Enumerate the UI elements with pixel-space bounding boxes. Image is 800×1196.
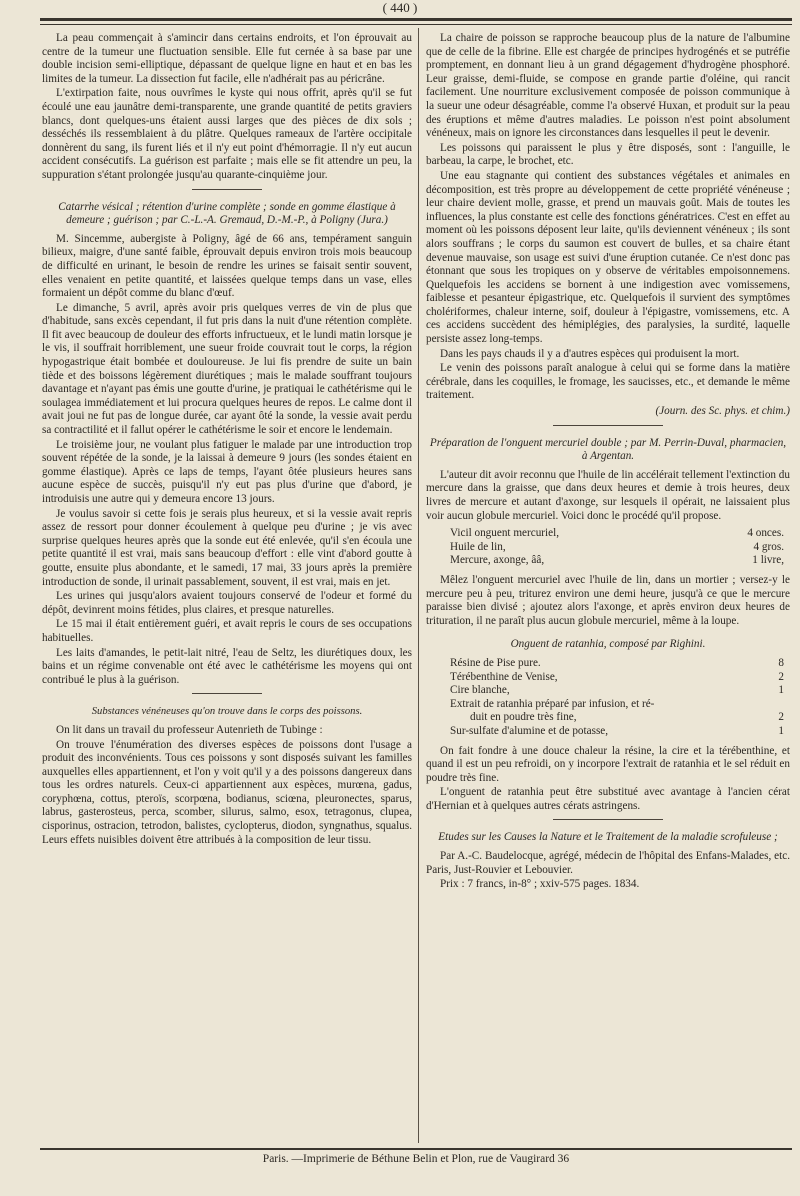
recipe-row (426, 725, 790, 739)
ingredient: Extrait de ratanhia préparé par infusion, et ré- (450, 697, 655, 710)
quantity: 1 (778, 724, 784, 737)
paragraph: Les laits d'amandes, le petit-lait nitré, l'eau de Seltz, les diurétiques doux, les bains et un régime convenable ont été avec le cathétérisme les moyens qui ont contribué le plus à la guérison. (42, 646, 412, 686)
ingredient: Cire blanche, (450, 684, 510, 697)
paragraph: Je voulus savoir si cette fois je serais plus heureux, et si la vessie avait repris assez de ressort pour donner écoulement à quelque peu d'urine ; je vis avec surprise quelques heures après que la sonde eut été enlevée, qu'il s'en écoula une petite quantité il est vrai, mais sans beaucoup d'effort : elle vint d'abord goutte à goutte, ensuite plus abondante, et le samedi, 17 mai, 33 jours après la première introduction de sonde, il urinait passablement, souvent, il est vrai, mais en jet. (42, 507, 412, 588)
ingredient: duit en poudre très fine, (470, 711, 577, 724)
paragraph: Le dimanche, 5 avril, après avoir pris quelques verres de vin de plus que d'habitude, sans excès cependant, il fut pris dans la nuit d'une rétention complète. Il fit avec beaucoup de douleur des efforts infructueux, et le lundi matin lorsque je le vis, il souffrait horriblement, une sueur froide couvrait tout le corps, la région hypogastrique était bombée et douloureuse. Je lui fis prendre de suite un bain tiède et des boissons légèrement diurétiques ; mais le malade souffrant toujours davantage et n'ayant pas émis une goutte d'urine, je pratiquai le cathétérisme qui le soulagea immédiatement et lui procura quelques heures de repos. Le calme dont il avait joui ne fut pas de longue durée, car ayant ôté la sonde, la vessie avait perdu sa contractilité et il fallut opérer le cathétérisme le soir et encore le lendemain. (42, 301, 412, 437)
article-title: Substances vénéneuses qu'on trouve dans le corps des poissons. (91, 706, 363, 718)
separator (192, 189, 262, 191)
paragraph: Le venin des poissons paraît analogue à celui qui se forme dans la matière cérébrale, dans les coquilles, le fromage, les saucisses, etc., et demande le même traitement. (426, 362, 790, 402)
recipe-row (426, 698, 790, 712)
paragraph: Mêlez l'onguent mercuriel avec l'huile de lin, dans un mortier ; versez-y le mercure peu à peu, triturez environ une demi heure, jusqu'à ce que le mercure paraisse bien divisé ; ajoutez alors l'axonge, et après environ deux heures de trituration, il ne paraît plus aucun globule mercuriel, même à la loupe. (426, 573, 790, 627)
paragraph: L'auteur dit avoir reconnu que l'huile de lin accélérait tellement l'extinction du mercure dans la graisse, que dans deux heures et demie à trois heures, deux livres de mercure et autant d'axonge, sur lesquels il opérait, ne laissaient plus voir aucun globule mercuriel. Voici donc le procédé qu'il propose. (426, 468, 790, 522)
page-number: ( 440 ) (382, 0, 418, 15)
quantity: 2 (778, 670, 784, 683)
header-rule (40, 18, 792, 25)
left-column (42, 32, 412, 1142)
paragraph: Prix : 7 francs, in-8° ; xxiv-575 pages. 1834. (440, 878, 640, 891)
quantity: 1 (778, 684, 784, 697)
paragraph: L'extirpation faite, nous ouvrîmes le kyste qui nous offrit, après qu'il se fut écoulé une eau jaunâtre demi-transparente, une grande quantité de petits graviers blancs, dont quelques-uns étaient aussi larges que des pièces de dix sols ; desséchés ils ressemblaient à du plâtre. Quelques rameaux de l'artère occipitale donnèrent du sang, ils furent liés et il n'y eut point d'hémorragie. Il n'y eut aucun accident consécutifs. La guérison est parfaite ; mais elle se fit attendre un peu, la suppuration s'étant prolongée jusqu'au quarante-cinquième jour. (42, 87, 412, 181)
article-title: Catarrhe vésical ; rétention d'urine complète ; sonde en gomme élastique à demeure ; guérison ; par C.-L.-A. Gremaud, D.-M.-P., à Poligny (Jura.) (58, 200, 396, 227)
recipe-row (426, 554, 790, 568)
paragraph: La chaire de poisson se rapproche beaucoup plus de la nature de l'albumine que de celle de la fibrine. Elle est chargée de principes hydrogénés et se putréfie promptement, en donnant lieu à un grand dégagement d'hydrogène phosphoré. Leur graisse, demi-fluide, se compose en grande partie d'oléine, qui rancit facilement. Une nourriture exclusivement composée de poisson communique à la sueur une odeur désagréable, comme l'a observé Huxan, et produit sur la peau des éruptions et même d'autres maladies. Le poisson n'est point absolument vénéneux, mais on ignore les circonstances dans lesquelles il peut le devenir. (426, 32, 790, 140)
separator (553, 425, 663, 427)
recipe-row (426, 711, 790, 725)
separator (553, 819, 663, 821)
paragraph: Le troisième jour, ne voulant plus fatiguer le malade par une introduction trop souvent répétée de la sonde, je la laissai à demeure 9 jours (les sondes étaient en gomme élastique). Après ce laps de temps, l'ayant ôtée plusieurs heures sans aucune espèce de succès, puisqu'il n'y eut pas plus d'urine que d'abord, je introduisis une autre qui y demeura encore 13 jours. (42, 438, 412, 505)
recipe-row (426, 684, 790, 698)
recipe-ratanhia (426, 657, 790, 739)
ingredient: Sur-sulfate d'alumine et de potasse, (450, 724, 609, 737)
paragraph: On fait fondre à une douce chaleur la résine, la cire et la térébenthine, et quand il est un peu refroidi, on y incorpore l'extrait de ratanhia et le sel réduit en poudre très fine. (426, 744, 790, 784)
quantity: 1 livre, (752, 554, 784, 567)
quantity: 4 gros. (753, 540, 784, 553)
paragraph: La peau commençait à s'amincir dans certains endroits, et l'on éprouvait au centre de la tumeur une fluctuation sensible. Elle fut cernée à sa base par une double incision semi-elliptique, dépassant de quelque ligne en haut et en bas les limites de la tumeur. La dissection fut facile, elle n'adhérait pas au péricrâne. (42, 32, 412, 85)
book-title: Etudes sur les Causes la Nature et le Traitement de la maladie scrofuleuse ; (438, 831, 778, 844)
quantity: 4 onces. (747, 527, 784, 540)
paragraph: Dans les pays chauds il y a d'autres espèces qui produisent la mort. (440, 347, 740, 360)
recipe-row (426, 527, 790, 541)
paragraph: On lit dans un travail du professeur Autenrieth de Tubinge : (56, 723, 323, 736)
recipe-mercuriel (426, 527, 790, 568)
paragraph: L'onguent de ratanhia peut être substitué avec avantage à l'ancien cérat d'Hernian et à quelques autres cérats astringens. (426, 786, 790, 812)
ingredient: Mercure, axonge, ââ, (450, 554, 545, 567)
paragraph: Par A.-C. Baudelocque, agrégé, médecin de l'hôpital des Enfans-Malades, etc. Paris, Just-Rouvier et Lebouvier. (426, 850, 790, 876)
recipe-row (426, 657, 790, 671)
separator (192, 693, 262, 695)
ingredient: Huile de lin, (450, 540, 506, 553)
paragraph: Les poissons qui paraissent le plus y être disposés, sont : l'anguille, le barbeau, la carpe, le brochet, etc. (426, 141, 790, 168)
paragraph: Les urines qui jusqu'alors avaient toujours conservé de l'odeur et formé du dépôt, devinrent moins fétides, plus claires, et presque naturelles. (42, 590, 412, 616)
recipe-row (426, 541, 790, 555)
ingredient: Vicil onguent mercuriel, (450, 527, 559, 540)
ingredient: Térébenthine de Venise, (450, 670, 558, 683)
recipe-row (426, 671, 790, 685)
quantity: 2 (778, 711, 784, 724)
quantity: 8 (778, 656, 784, 669)
recipe-title: Onguent de ratanhia, composé par Righini. (510, 638, 706, 651)
source-citation: (Journ. des Sc. phys. et chim.) (655, 405, 790, 418)
article-title: Préparation de l'onguent mercuriel double ; par M. Perrin-Duval, pharmacien, à Argentan. (429, 436, 787, 463)
printer-imprint: Paris. —Imprimerie de Béthune Belin et Plon, rue de Vaugirard 36 (40, 1148, 792, 1166)
paragraph: On trouve l'énumération des diverses espèces de poissons dont l'usage a produit des inconvénients. Tous ces poissons y sont disposés suivant les familles auxquelles elles appartiennent, et l'on y voit qu'il y a des poissons dangereux dans tous les ordres naturels. Ceux-ci appartiennent aux espèces, murœna, gadus, coryphœna, cottus, pteroïs, scorpœna, bodianus, sciœna, pleuronectes, sparus, labrus, gasterosteus, perca, scomber, silurus, salmo, esox, tetragonus, clupea, cisporinus, ostracion, tetrodon, balistes, cyclopterus, diodon, syngnathus, squalus. Leurs effets nuisibles doivent être attribués à la composition de leur tissu. (42, 738, 412, 846)
right-column (426, 32, 790, 1142)
paragraph: Le 15 mai il était entièrement guéri, et avait repris le cours de ses occupations habituelles. (42, 618, 412, 644)
ingredient: Résine de Pise pure. (450, 656, 541, 669)
column-divider (418, 28, 419, 1143)
paragraph: M. Sincemme, aubergiste à Poligny, âgé de 66 ans, tempérament sanguin bilieux, maigre, d'une santé faible, éprouvait depuis environ trois mois beaucoup de difficulté en urinant, le besoin de rendre les urines se faisait sentir souvent, elles venaient en petite quantité, et laissées quelque temps dans un vase, elles formaient un dépôt comme du blanc d'œuf. (42, 232, 412, 300)
paragraph: Une eau stagnante qui contient des substances végétales et animales en décomposition, est très propre au développement de cette propriété vénéneuse ; leur chaire devient molle, grasse, et prend un mauvais goût. Mais de toutes les influences, la plus constante est celle des fonctions génératrices. C'est en effet au moment où les poissons déposent leur laite, qu'ils deviennent vénéneux ; ils sont alors souffrans ; le corps du saumon est couvert de bulles, et sa chaire étant devenue mauvaise, son usage est suivi d'une éruption cutanée. Ce n'est donc pas étonnant que sous les tropiques on y observe de véritables empoisonnemens. Quelquefois les accidens se bornent à une indigestion avec vomissemens, faiblesse et pesanteur épigastrique, etc. Quelquefois il survient des symptômes cholériformes, chaleur interne, soif, douleur à l'épigastre, vomissemens, etc. A ces accidens succèdent des hémiplégies, des paralysies, la surdité, laquelle persiste assez long-temps. (426, 169, 790, 346)
